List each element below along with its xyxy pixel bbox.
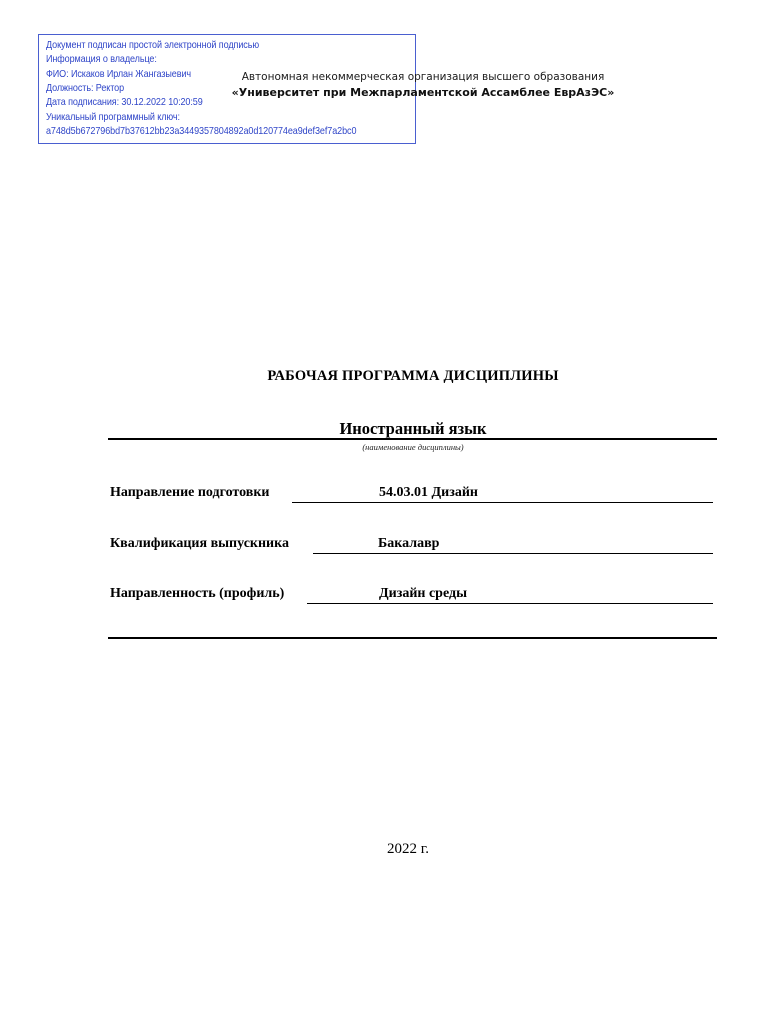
discipline-caption: (наименование дисциплины): [362, 442, 464, 452]
discipline-name: Иностранный язык: [339, 419, 487, 438]
field-direction-label: Направление подготовки: [110, 485, 270, 500]
signature-line-signed: Документ подписан простой электронной подписью: [46, 39, 260, 51]
field-qualification: [110, 536, 714, 554]
field-direction: [110, 485, 714, 503]
signature-line-key: a748d5b672796bd7b37612bb23a3449357804892a0d120774ea9def3ef7a2bc0: [46, 125, 357, 137]
signature-line-key-label: Уникальный программный ключ:: [46, 111, 180, 123]
field-profile: [110, 586, 714, 604]
signature-line-name: ФИО: Искаков Ирлан Жангазыевич: [46, 68, 192, 80]
field-profile-label: Направленность (профиль): [110, 586, 285, 601]
document-title: РАБОЧАЯ ПРОГРАММА ДИСЦИПЛИНЫ: [267, 368, 559, 384]
field-direction-value: 54.03.01 Дизайн: [379, 485, 478, 500]
organization-name: «Университет при Межпарламентской Ассамблее ЕврАзЭС»: [231, 86, 615, 99]
field-profile-value: Дизайн среды: [379, 586, 467, 601]
signature-line-date: Дата подписания: 30.12.2022 10:20:59: [46, 96, 203, 108]
signature-line-owner-info: Информация о владельце:: [46, 53, 157, 65]
signature-line-position: Должность: Ректор: [46, 82, 125, 94]
field-qualification-label: Квалификация выпускника: [110, 536, 289, 551]
field-qualification-value: Бакалавр: [378, 536, 440, 551]
organization-type: Автономная некоммерческая организация высшего образования: [241, 71, 605, 83]
section-divider: [108, 637, 717, 639]
field-direction-underline: [292, 485, 713, 503]
discipline-underline: [108, 438, 717, 440]
document-year: 2022 г.: [387, 841, 429, 857]
field-profile-underline: [307, 586, 713, 604]
field-qualification-underline: [313, 536, 713, 554]
